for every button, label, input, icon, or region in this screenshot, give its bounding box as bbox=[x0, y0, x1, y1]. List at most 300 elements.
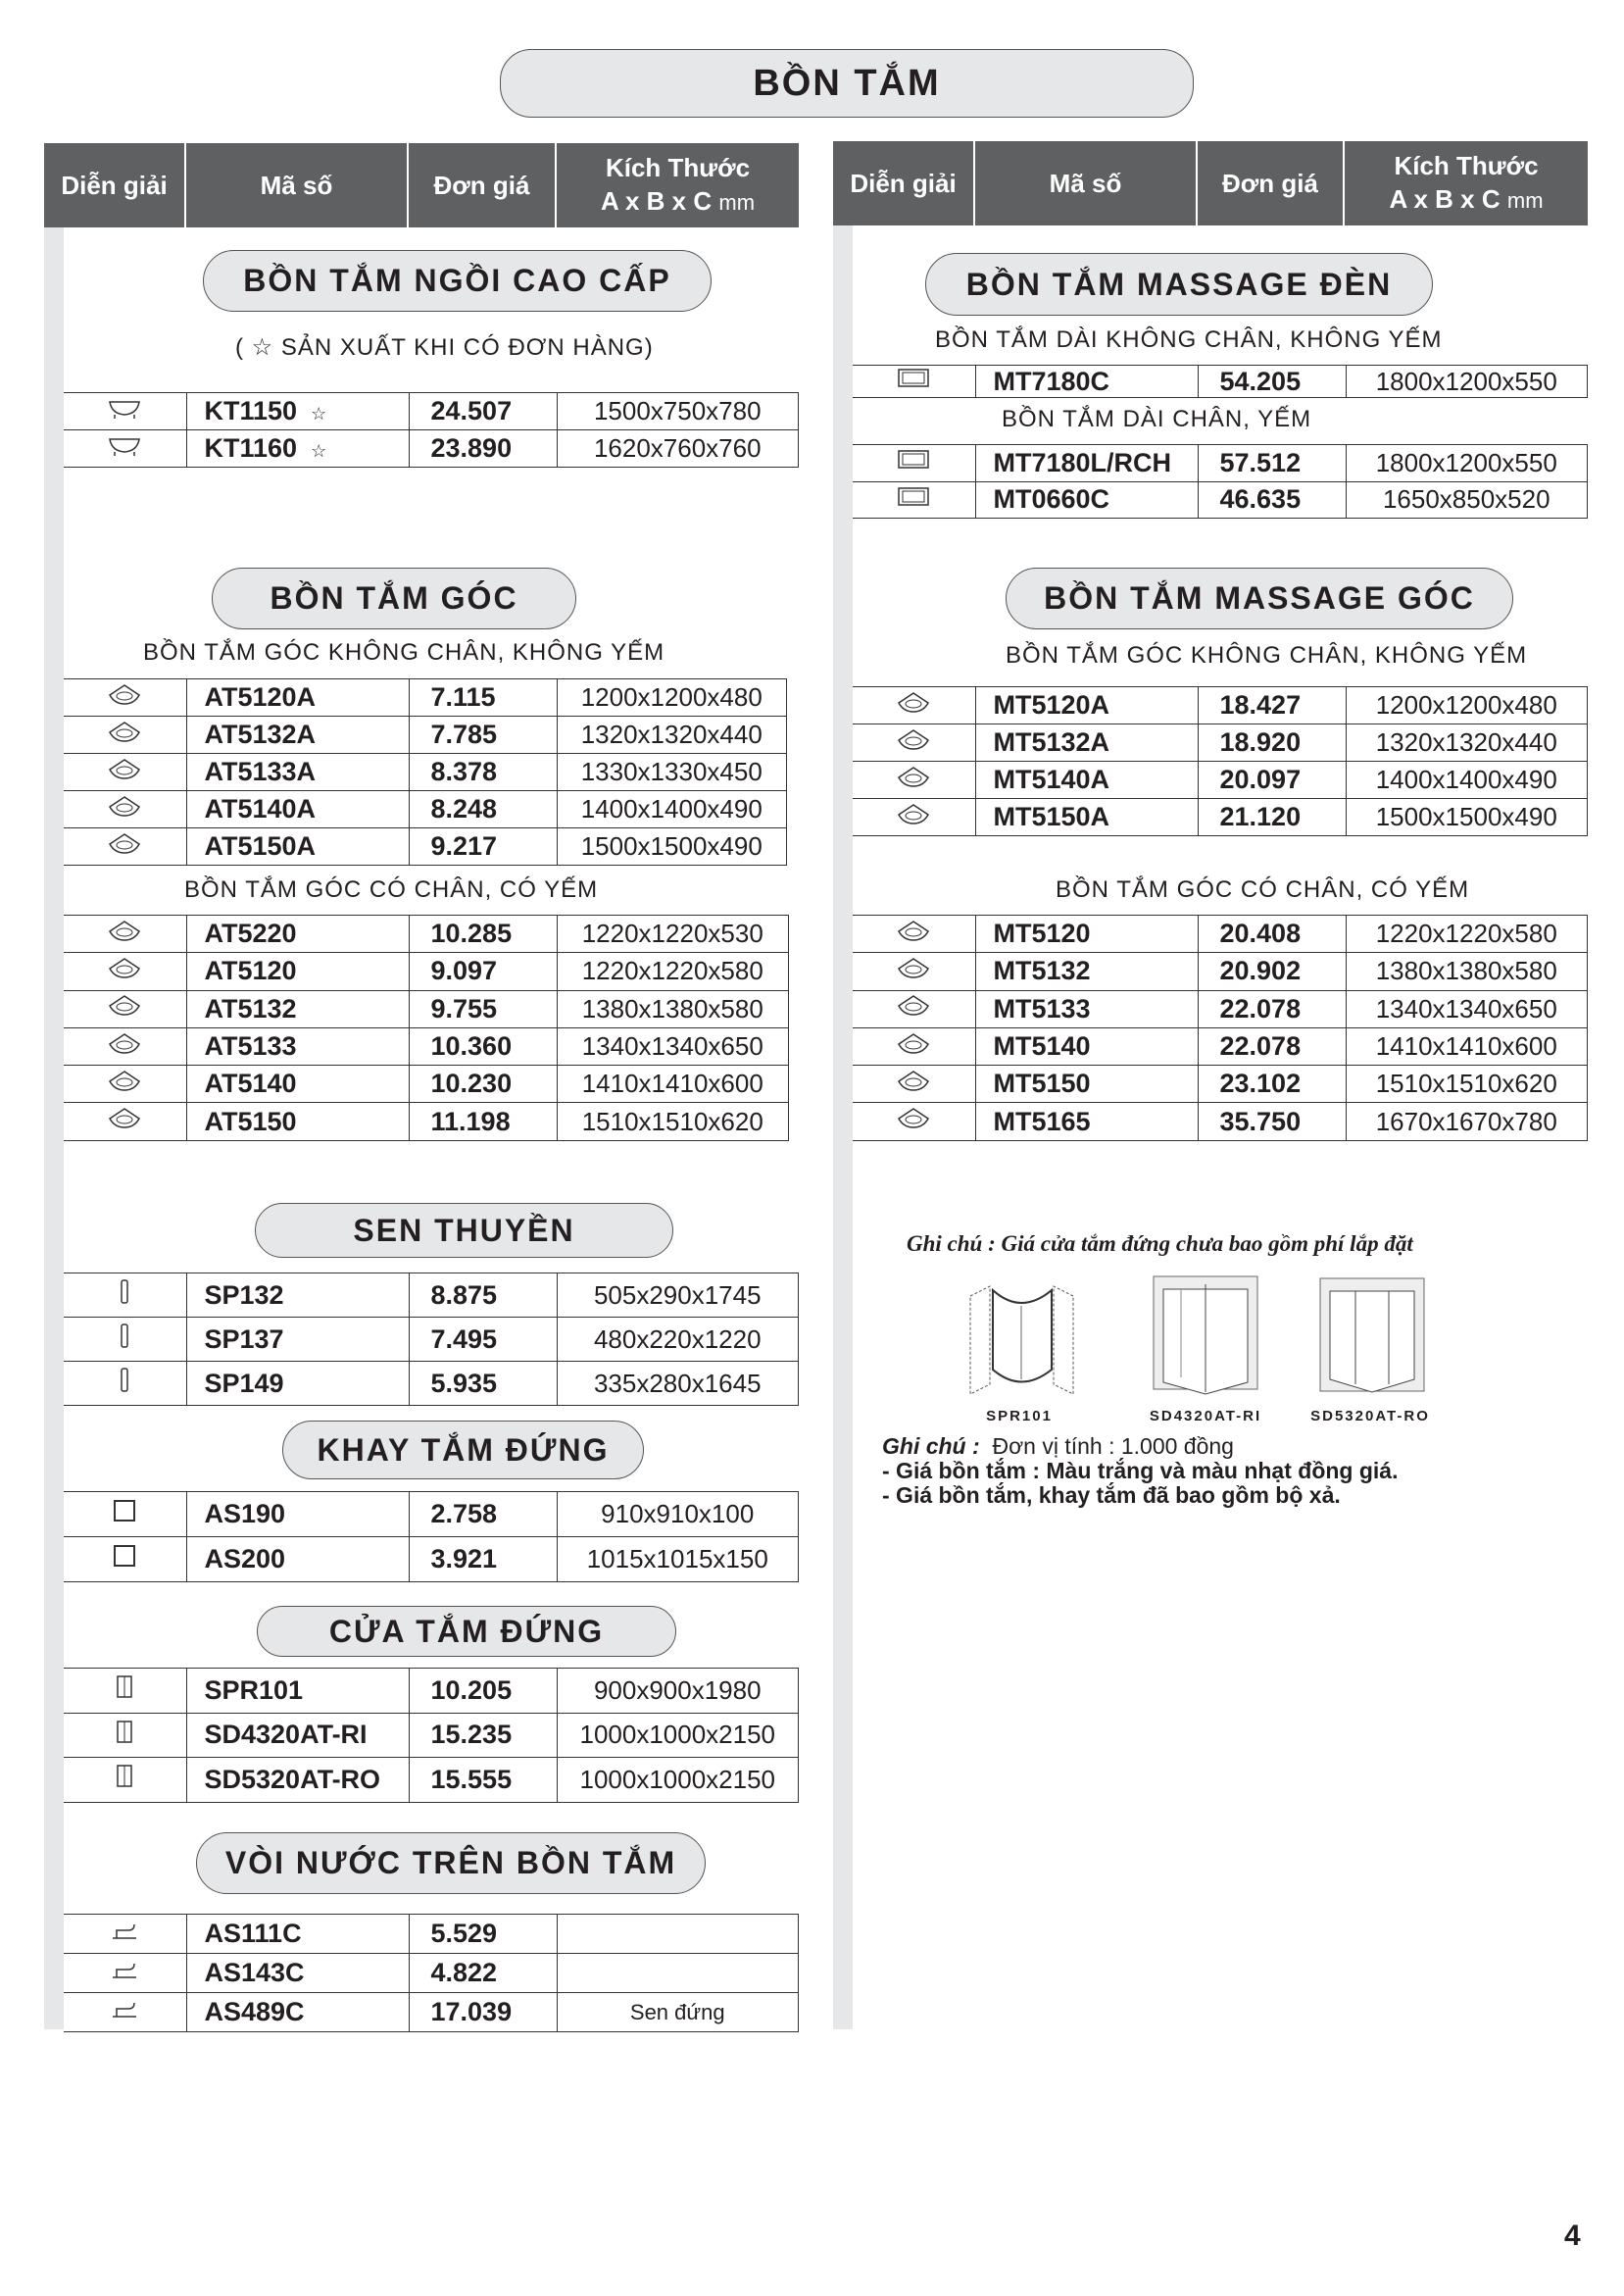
dimensions: 1500x1500x490 bbox=[557, 828, 787, 866]
section-title: KHAY TẮM ĐỨNG bbox=[282, 1421, 644, 1479]
section-title: VÒI NƯỚC TRÊN BỒN TẮM bbox=[196, 1832, 706, 1894]
product-code bbox=[975, 1066, 1198, 1103]
dimensions: 1330x1330x450 bbox=[557, 754, 787, 791]
product-code bbox=[186, 1915, 409, 1954]
price-table bbox=[64, 392, 799, 468]
clawfoot-tub-icon bbox=[107, 396, 142, 421]
dimensions: 1410x1410x600 bbox=[1346, 1027, 1588, 1065]
dimensions: 1500x750x780 bbox=[557, 393, 799, 430]
product-code-text: SP137 bbox=[204, 1323, 284, 1354]
faucet-icon bbox=[107, 1958, 142, 1982]
group-subtitle: BỒN TẮM GÓC KHÔNG CHÂN, KHÔNG YẾM bbox=[143, 639, 665, 666]
dimensions: 1000x1000x2150 bbox=[557, 1758, 799, 1803]
description-cell bbox=[64, 1103, 186, 1140]
description-cell bbox=[64, 1954, 186, 1993]
price-table bbox=[853, 365, 1588, 398]
corner-tub-icon bbox=[896, 956, 931, 980]
dimensions: 335x280x1645 bbox=[557, 1362, 799, 1406]
product-code bbox=[186, 1713, 409, 1758]
header-size-axes: A x B x C bbox=[600, 186, 713, 216]
corner-tub-icon bbox=[107, 1069, 142, 1093]
made-to-order-star-icon: ☆ bbox=[311, 441, 327, 461]
table-row bbox=[64, 1492, 799, 1537]
table-row bbox=[64, 1537, 799, 1582]
product-code bbox=[186, 828, 409, 866]
description-cell bbox=[64, 1915, 186, 1954]
shower-panel-icon bbox=[107, 1368, 142, 1392]
table-row bbox=[64, 679, 787, 717]
product-code-text: KT1160 bbox=[204, 433, 298, 463]
description-cell bbox=[64, 393, 186, 430]
description-cell bbox=[64, 430, 186, 468]
diagram-caption: SPR101 bbox=[986, 1408, 1053, 1424]
shower-panel-icon bbox=[107, 1279, 142, 1304]
product-code bbox=[186, 1362, 409, 1406]
product-code bbox=[975, 799, 1198, 836]
table-row bbox=[64, 791, 787, 828]
corner-tub-icon bbox=[896, 919, 931, 943]
product-code-text: MT5132 bbox=[993, 956, 1091, 986]
unit-price: 15.235 bbox=[409, 1713, 557, 1758]
faucet-icon bbox=[107, 1919, 142, 1943]
product-code-text: MT5120 bbox=[993, 919, 1091, 949]
dimensions: 1220x1220x530 bbox=[557, 916, 789, 953]
description-cell bbox=[853, 366, 975, 398]
corner-tub-icon bbox=[107, 919, 142, 943]
product-code bbox=[186, 1318, 409, 1362]
product-code bbox=[975, 990, 1198, 1027]
description-cell bbox=[64, 1993, 186, 2032]
table-row bbox=[64, 1103, 789, 1140]
product-code bbox=[186, 1103, 409, 1140]
corner-tub-icon bbox=[107, 794, 142, 819]
dimensions: 1400x1400x490 bbox=[557, 791, 787, 828]
product-code bbox=[186, 1027, 409, 1065]
product-code-text: AT5120A bbox=[204, 682, 317, 712]
price-table bbox=[853, 444, 1588, 519]
product-code bbox=[975, 687, 1198, 724]
description-cell bbox=[853, 990, 975, 1027]
diagram-caption: SD4320AT-RI bbox=[1149, 1408, 1262, 1424]
description-cell bbox=[64, 754, 186, 791]
unit-price: 22.078 bbox=[1198, 1027, 1346, 1065]
table-row bbox=[64, 1362, 799, 1406]
description-cell bbox=[64, 990, 186, 1027]
description-cell bbox=[853, 481, 975, 519]
product-code-text: AT5150 bbox=[204, 1106, 297, 1136]
dimensions: 1800x1200x550 bbox=[1346, 445, 1588, 482]
description-cell bbox=[853, 445, 975, 482]
unit-price: 7.785 bbox=[409, 717, 557, 754]
table-row bbox=[64, 828, 787, 866]
product-code-text: AT5133A bbox=[204, 757, 317, 786]
group-subtitle: BỒN TẮM GÓC CÓ CHÂN, CÓ YẾM bbox=[1056, 876, 1470, 903]
dimensions: 1400x1400x490 bbox=[1346, 762, 1588, 799]
header-size bbox=[1345, 141, 1588, 225]
table-row bbox=[64, 1669, 799, 1714]
dimensions: 1015x1015x150 bbox=[557, 1537, 799, 1582]
product-code bbox=[186, 990, 409, 1027]
header-code: Mã số bbox=[975, 141, 1198, 225]
note-line: - Giá bồn tắm : Màu trắng và màu nhạt đồng giá. bbox=[882, 1458, 1399, 1483]
shower-enclosure-diagram bbox=[1318, 1276, 1426, 1399]
corner-tub-icon bbox=[107, 682, 142, 707]
description-cell bbox=[853, 799, 975, 836]
table-row bbox=[64, 1318, 799, 1362]
description-cell bbox=[64, 953, 186, 990]
dimensions: 1800x1200x550 bbox=[1346, 366, 1588, 398]
dimensions: 1650x850x520 bbox=[1346, 481, 1588, 519]
dimensions: 1620x760x760 bbox=[557, 430, 799, 468]
description-cell bbox=[64, 1273, 186, 1318]
description-cell bbox=[853, 916, 975, 953]
table-row bbox=[64, 754, 787, 791]
unit-price: 46.635 bbox=[1198, 481, 1346, 519]
description-cell bbox=[64, 679, 186, 717]
shower-enclosure-diagram bbox=[965, 1276, 1078, 1399]
product-code-text: AS489C bbox=[204, 1997, 305, 2026]
price-table bbox=[853, 915, 1588, 1141]
page-title: BỒN TẮM bbox=[500, 49, 1194, 118]
table-row bbox=[853, 1027, 1588, 1065]
dimensions: 1320x1320x440 bbox=[557, 717, 787, 754]
unit-price: 17.039 bbox=[409, 1993, 557, 2032]
price-table bbox=[64, 1914, 799, 2032]
product-code-text: AT5132 bbox=[204, 993, 297, 1023]
unit-price: 10.230 bbox=[409, 1066, 557, 1103]
product-code-text: KT1150 bbox=[204, 396, 298, 425]
product-code-text: MT5165 bbox=[993, 1106, 1091, 1136]
shower-door-icon bbox=[107, 1720, 142, 1744]
shower-door-icon bbox=[107, 1674, 142, 1699]
table-row bbox=[853, 724, 1588, 762]
dimensions: 1200x1200x480 bbox=[1346, 687, 1588, 724]
table-row bbox=[64, 1027, 789, 1065]
unit-price: 11.198 bbox=[409, 1103, 557, 1140]
product-code-text: AT5132A bbox=[204, 720, 317, 749]
unit-price: 18.427 bbox=[1198, 687, 1346, 724]
unit-price: 23.890 bbox=[409, 430, 557, 468]
unit-price: 35.750 bbox=[1198, 1103, 1346, 1140]
product-code bbox=[186, 1537, 409, 1582]
product-code bbox=[975, 366, 1198, 398]
corner-tub-icon bbox=[896, 802, 931, 826]
section-title: SEN THUYỀN bbox=[255, 1203, 673, 1258]
product-code-text: AS111C bbox=[204, 1919, 302, 1948]
dimensions: 910x910x100 bbox=[557, 1492, 799, 1537]
corner-tub-icon bbox=[107, 757, 142, 781]
corner-tub-icon bbox=[896, 765, 931, 789]
product-code bbox=[975, 1103, 1198, 1140]
table-row bbox=[64, 1993, 799, 2032]
shower-tray-icon bbox=[107, 1544, 142, 1569]
right-margin-strip bbox=[833, 225, 853, 2029]
dimensions: 1220x1220x580 bbox=[557, 953, 789, 990]
product-code-text: MT7180C bbox=[993, 366, 1110, 396]
product-code bbox=[186, 1993, 409, 2032]
product-code-text: AT5140 bbox=[204, 1069, 297, 1099]
description-cell bbox=[853, 724, 975, 762]
unit-note bbox=[882, 1433, 1234, 1459]
product-code-text: AS190 bbox=[204, 1499, 286, 1528]
header-size-unit: mm bbox=[1506, 188, 1544, 213]
product-code-text: SP149 bbox=[204, 1368, 284, 1398]
product-code bbox=[186, 1954, 409, 1993]
group-subtitle: BỒN TẮM GÓC CÓ CHÂN, CÓ YẾM bbox=[184, 876, 599, 903]
corner-tub-icon bbox=[896, 1031, 931, 1056]
product-code bbox=[186, 1492, 409, 1537]
product-code-text: MT5132A bbox=[993, 727, 1110, 757]
dimensions: 1510x1510x620 bbox=[1346, 1066, 1588, 1103]
rect-tub-icon bbox=[896, 484, 931, 509]
group-subtitle: BỒN TẮM DÀI CHÂN, YẾM bbox=[1002, 406, 1312, 432]
description-cell bbox=[853, 953, 975, 990]
table-header-left bbox=[44, 143, 799, 227]
description-cell bbox=[64, 717, 186, 754]
product-code bbox=[186, 754, 409, 791]
shower-panel-icon bbox=[107, 1323, 142, 1348]
table-row bbox=[853, 990, 1588, 1027]
left-margin-strip bbox=[44, 227, 64, 2029]
product-code-text: AS143C bbox=[204, 1958, 305, 1987]
table-row bbox=[64, 393, 799, 430]
table-header-right bbox=[833, 141, 1588, 225]
description-cell bbox=[64, 916, 186, 953]
dimensions: 1380x1380x580 bbox=[1346, 953, 1588, 990]
unit-price: 3.921 bbox=[409, 1537, 557, 1582]
table-row bbox=[853, 1103, 1588, 1140]
corner-tub-icon bbox=[896, 1069, 931, 1093]
unit-price: 8.248 bbox=[409, 791, 557, 828]
unit-price: 8.378 bbox=[409, 754, 557, 791]
product-code bbox=[186, 916, 409, 953]
corner-tub-icon bbox=[107, 1031, 142, 1056]
header-size-axes: A x B x C bbox=[1389, 184, 1501, 214]
description-cell bbox=[64, 1362, 186, 1406]
table-row bbox=[853, 799, 1588, 836]
product-code bbox=[975, 1027, 1198, 1065]
unit-price: 20.097 bbox=[1198, 762, 1346, 799]
description-cell bbox=[853, 762, 975, 799]
unit-price: 10.360 bbox=[409, 1027, 557, 1065]
table-row bbox=[64, 916, 789, 953]
dimensions: 1220x1220x580 bbox=[1346, 916, 1588, 953]
product-code-text: SD5320AT-RO bbox=[204, 1764, 381, 1794]
corner-tub-icon bbox=[896, 1106, 931, 1130]
product-code-text: MT5150A bbox=[993, 802, 1110, 831]
product-code-text: MT5140 bbox=[993, 1031, 1091, 1062]
product-code bbox=[975, 724, 1198, 762]
description-cell bbox=[853, 687, 975, 724]
unit-price: 5.935 bbox=[409, 1362, 557, 1406]
dimensions: 505x290x1745 bbox=[557, 1273, 799, 1318]
group-subtitle: BỒN TẮM DÀI KHÔNG CHÂN, KHÔNG YẾM bbox=[935, 326, 1443, 353]
unit-price: 24.507 bbox=[409, 393, 557, 430]
product-code bbox=[186, 1066, 409, 1103]
page-number: 4 bbox=[1564, 2220, 1581, 2252]
rect-tub-icon bbox=[896, 366, 931, 390]
unit-price: 5.529 bbox=[409, 1915, 557, 1954]
section-note: ( ☆ SẢN XUẤT KHI CÓ ĐƠN HÀNG) bbox=[235, 334, 654, 361]
header-size-label: Kích Thước bbox=[605, 153, 751, 182]
unit-price: 8.875 bbox=[409, 1273, 557, 1318]
table-row bbox=[853, 953, 1588, 990]
corner-tub-icon bbox=[896, 993, 931, 1018]
price-table bbox=[64, 1491, 799, 1582]
product-code bbox=[186, 1758, 409, 1803]
group-subtitle: BỒN TẮM GÓC KHÔNG CHÂN, KHÔNG YẾM bbox=[1006, 642, 1528, 669]
price-table bbox=[64, 1273, 799, 1406]
unit-price: 7.495 bbox=[409, 1318, 557, 1362]
clawfoot-tub-icon bbox=[107, 433, 142, 458]
unit-price: 9.097 bbox=[409, 953, 557, 990]
table-row bbox=[64, 430, 799, 468]
section-title: BỒN TẮM NGỒI CAO CẤP bbox=[203, 250, 712, 312]
dimensions: Sen đứng bbox=[557, 1993, 799, 2032]
made-to-order-star-icon: ☆ bbox=[311, 404, 327, 424]
unit-price: 54.205 bbox=[1198, 366, 1346, 398]
product-code bbox=[186, 953, 409, 990]
description-cell bbox=[853, 1027, 975, 1065]
table-row bbox=[64, 717, 787, 754]
product-code-text: MT5133 bbox=[993, 993, 1091, 1023]
description-cell bbox=[64, 1758, 186, 1803]
description-cell bbox=[64, 1318, 186, 1362]
product-code-text: AS200 bbox=[204, 1544, 286, 1573]
faucet-icon bbox=[107, 1997, 142, 2021]
header-size bbox=[557, 143, 799, 227]
unit-price: 10.205 bbox=[409, 1669, 557, 1714]
product-code bbox=[186, 791, 409, 828]
description-cell bbox=[64, 1537, 186, 1582]
section-title: CỬA TẮM ĐỨNG bbox=[257, 1606, 676, 1657]
description-cell bbox=[64, 828, 186, 866]
product-code-text: SP132 bbox=[204, 1279, 284, 1310]
description-cell bbox=[853, 1103, 975, 1140]
dimensions: 1200x1200x480 bbox=[557, 679, 787, 717]
table-row bbox=[853, 916, 1588, 953]
header-size-label: Kích Thước bbox=[1394, 151, 1539, 180]
unit-price: 20.408 bbox=[1198, 916, 1346, 953]
dimensions bbox=[557, 1954, 799, 1993]
unit-price: 23.102 bbox=[1198, 1066, 1346, 1103]
dimensions: 1500x1500x490 bbox=[1346, 799, 1588, 836]
corner-tub-icon bbox=[896, 690, 931, 715]
section-title: BỒN TẮM GÓC bbox=[212, 568, 576, 629]
product-code bbox=[975, 762, 1198, 799]
unit-price: 22.078 bbox=[1198, 990, 1346, 1027]
unit-price: 15.555 bbox=[409, 1758, 557, 1803]
dimensions: 1340x1340x650 bbox=[1346, 990, 1588, 1027]
corner-tub-icon bbox=[896, 727, 931, 752]
unit-price: 10.285 bbox=[409, 916, 557, 953]
door-install-note: Ghi chú : Giá cửa tắm đứng chưa bao gồm phí lắp đặt bbox=[907, 1231, 1413, 1256]
table-row bbox=[64, 1758, 799, 1803]
table-row bbox=[853, 762, 1588, 799]
description-cell bbox=[64, 1027, 186, 1065]
product-code bbox=[975, 916, 1198, 953]
section-title: BỒN TẮM MASSAGE ĐÈN bbox=[925, 253, 1433, 316]
note-label: Ghi chú : bbox=[882, 1433, 980, 1459]
table-row bbox=[64, 990, 789, 1027]
description-cell bbox=[64, 791, 186, 828]
header-code: Mã số bbox=[186, 143, 409, 227]
unit-price: 9.755 bbox=[409, 990, 557, 1027]
table-row bbox=[853, 687, 1588, 724]
dimensions: 1670x1670x780 bbox=[1346, 1103, 1588, 1140]
table-row bbox=[64, 953, 789, 990]
note-line: - Giá bồn tắm, khay tắm đã bao gồm bộ xả. bbox=[882, 1482, 1341, 1508]
header-price: Đơn giá bbox=[409, 143, 557, 227]
dimensions: 1340x1340x650 bbox=[557, 1027, 789, 1065]
product-code-text: AT5140A bbox=[204, 794, 317, 824]
shower-door-icon bbox=[107, 1764, 142, 1788]
product-code bbox=[186, 430, 409, 468]
table-row bbox=[64, 1713, 799, 1758]
product-code-text: MT5140A bbox=[993, 765, 1110, 794]
product-code bbox=[186, 1669, 409, 1714]
shower-enclosure-diagram bbox=[1152, 1274, 1259, 1399]
dimensions: 480x220x1220 bbox=[557, 1318, 799, 1362]
rect-tub-icon bbox=[896, 447, 931, 472]
product-code-text: MT5120A bbox=[993, 690, 1110, 720]
unit-price: 9.217 bbox=[409, 828, 557, 866]
product-code-text: AT5120 bbox=[204, 956, 297, 986]
corner-tub-icon bbox=[107, 1106, 142, 1130]
product-code bbox=[186, 1273, 409, 1318]
unit-price: 18.920 bbox=[1198, 724, 1346, 762]
table-row bbox=[64, 1954, 799, 1993]
dimensions: 1380x1380x580 bbox=[557, 990, 789, 1027]
section-title: BỒN TẮM MASSAGE GÓC bbox=[1006, 568, 1513, 629]
header-description: Diễn giải bbox=[44, 143, 186, 227]
dimensions: 1410x1410x600 bbox=[557, 1066, 789, 1103]
price-table bbox=[64, 915, 789, 1141]
dimensions: 1000x1000x2150 bbox=[557, 1713, 799, 1758]
corner-tub-icon bbox=[107, 831, 142, 856]
description-cell bbox=[64, 1713, 186, 1758]
product-code bbox=[186, 717, 409, 754]
dimensions: 1510x1510x620 bbox=[557, 1103, 789, 1140]
table-row bbox=[853, 481, 1588, 519]
table-row bbox=[64, 1273, 799, 1318]
product-code-text: AT5150A bbox=[204, 831, 317, 861]
note-unit: Đơn vị tính : 1.000 đồng bbox=[992, 1433, 1234, 1459]
description-cell bbox=[853, 1066, 975, 1103]
product-code-text: MT0660C bbox=[993, 484, 1110, 515]
table-row bbox=[853, 1066, 1588, 1103]
unit-price: 4.822 bbox=[409, 1954, 557, 1993]
product-code-text: AT5220 bbox=[204, 919, 297, 949]
product-code bbox=[186, 393, 409, 430]
product-code-text: SPR101 bbox=[204, 1674, 304, 1705]
corner-tub-icon bbox=[107, 956, 142, 980]
table-row bbox=[64, 1066, 789, 1103]
shower-tray-icon bbox=[107, 1499, 142, 1523]
table-row bbox=[64, 1915, 799, 1954]
dimensions bbox=[557, 1915, 799, 1954]
description-cell bbox=[64, 1669, 186, 1714]
unit-price: 57.512 bbox=[1198, 445, 1346, 482]
description-cell bbox=[64, 1492, 186, 1537]
header-price: Đơn giá bbox=[1198, 141, 1345, 225]
table-row bbox=[853, 366, 1588, 398]
product-code-text: AT5133 bbox=[204, 1031, 297, 1062]
product-code bbox=[975, 953, 1198, 990]
product-code-text: MT7180L/RCH bbox=[993, 447, 1172, 477]
unit-price: 21.120 bbox=[1198, 799, 1346, 836]
description-cell bbox=[64, 1066, 186, 1103]
